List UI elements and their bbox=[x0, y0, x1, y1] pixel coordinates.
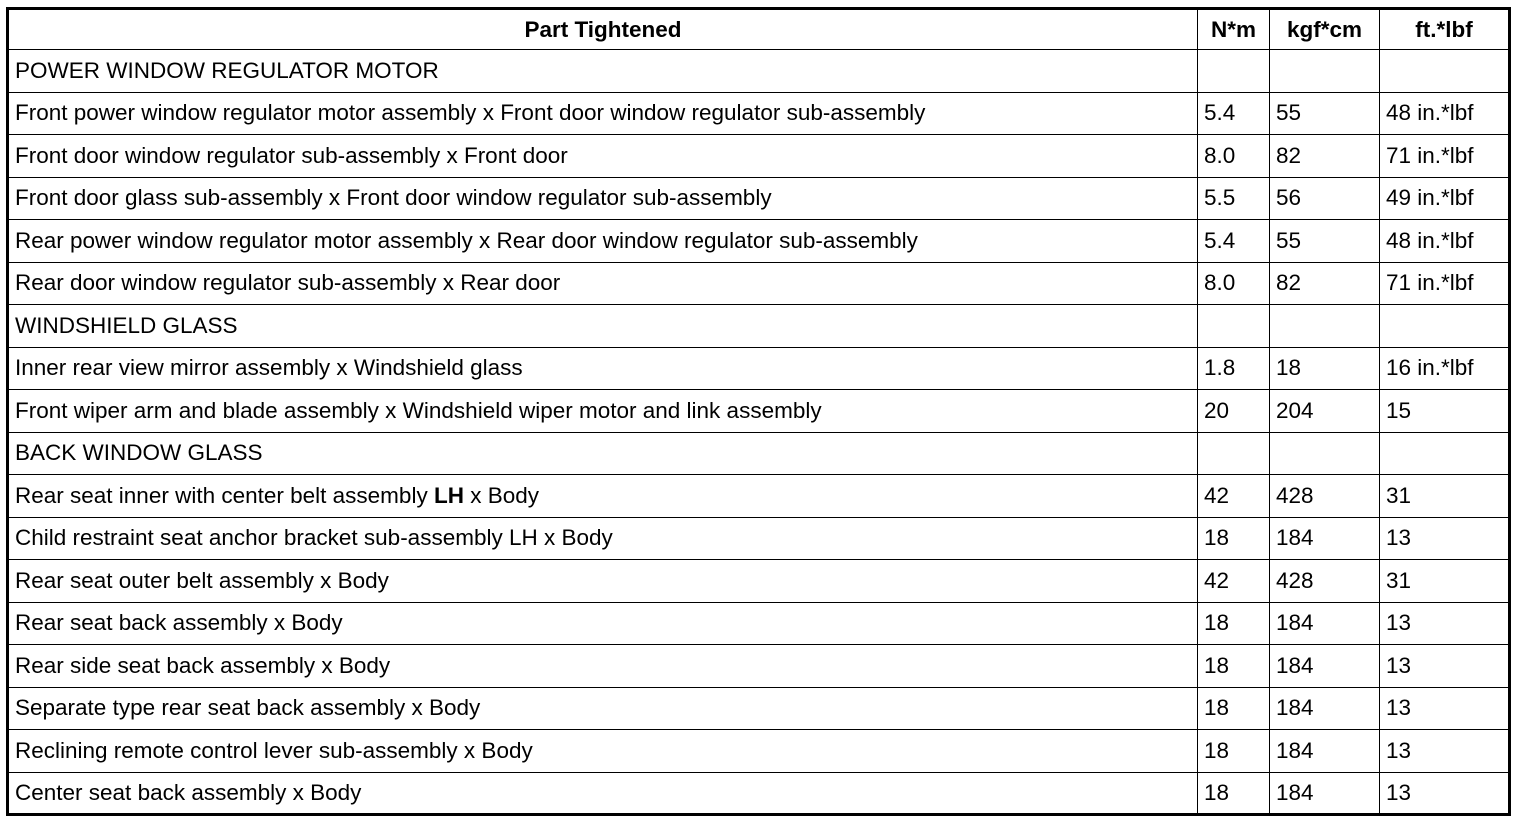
part-cell: BACK WINDOW GLASS bbox=[8, 432, 1198, 475]
kgf-cell: 184 bbox=[1270, 517, 1380, 560]
table-header-row bbox=[8, 9, 1510, 50]
table-row bbox=[8, 475, 1510, 518]
table-row bbox=[8, 347, 1510, 390]
part-text: Rear seat inner with center belt assembly bbox=[15, 482, 434, 508]
part-cell: Separate type rear seat back assembly x Body bbox=[8, 687, 1198, 730]
kgf-cell: 428 bbox=[1270, 475, 1380, 518]
kgf-cell: 428 bbox=[1270, 560, 1380, 603]
ft-cell: 31 bbox=[1380, 475, 1510, 518]
part-cell: Rear power window regulator motor assembly x Rear door window regulator sub-assembly bbox=[8, 220, 1198, 263]
table-row bbox=[8, 687, 1510, 730]
table-row bbox=[8, 730, 1510, 773]
nm-cell: 18 bbox=[1198, 730, 1270, 773]
ft-cell: 13 bbox=[1380, 517, 1510, 560]
ft-cell: 48 in.*lbf bbox=[1380, 92, 1510, 135]
ft-cell: 13 bbox=[1380, 730, 1510, 773]
nm-cell: 8.0 bbox=[1198, 135, 1270, 178]
nm-cell: 5.4 bbox=[1198, 92, 1270, 135]
table-row bbox=[8, 645, 1510, 688]
ft-cell: 31 bbox=[1380, 560, 1510, 603]
part-text-after: x Body bbox=[463, 482, 539, 508]
part-cell: Reclining remote control lever sub-assembly x Body bbox=[8, 730, 1198, 773]
nm-cell bbox=[1198, 50, 1270, 93]
ft-cell: 71 in.*lbf bbox=[1380, 262, 1510, 305]
ft-cell: 16 in.*lbf bbox=[1380, 347, 1510, 390]
part-cell bbox=[8, 475, 1198, 518]
nm-cell: 8.0 bbox=[1198, 262, 1270, 305]
table-row bbox=[8, 390, 1510, 433]
table-row bbox=[8, 262, 1510, 305]
ft-cell: 13 bbox=[1380, 645, 1510, 688]
kgf-cell bbox=[1270, 432, 1380, 475]
table-row bbox=[8, 177, 1510, 220]
nm-cell: 5.4 bbox=[1198, 220, 1270, 263]
part-cell: Inner rear view mirror assembly x Windshield glass bbox=[8, 347, 1198, 390]
nm-cell: 1.8 bbox=[1198, 347, 1270, 390]
table-row bbox=[8, 517, 1510, 560]
ft-cell bbox=[1380, 305, 1510, 348]
column-header-part: Part Tightened bbox=[8, 9, 1198, 50]
ft-cell: 13 bbox=[1380, 772, 1510, 815]
section-row bbox=[8, 432, 1510, 475]
column-header-kgf: kgf*cm bbox=[1270, 9, 1380, 50]
nm-cell: 18 bbox=[1198, 772, 1270, 815]
ft-cell: 13 bbox=[1380, 602, 1510, 645]
part-cell: Front wiper arm and blade assembly x Windshield wiper motor and link assembly bbox=[8, 390, 1198, 433]
part-cell: Rear door window regulator sub-assembly x Rear door bbox=[8, 262, 1198, 305]
kgf-cell: 55 bbox=[1270, 92, 1380, 135]
kgf-cell: 82 bbox=[1270, 135, 1380, 178]
nm-cell: 42 bbox=[1198, 475, 1270, 518]
nm-cell: 18 bbox=[1198, 602, 1270, 645]
part-cell: Rear side seat back assembly x Body bbox=[8, 645, 1198, 688]
ft-cell bbox=[1380, 50, 1510, 93]
kgf-cell: 184 bbox=[1270, 602, 1380, 645]
ft-cell: 13 bbox=[1380, 687, 1510, 730]
part-text-bold: LH bbox=[433, 482, 464, 508]
part-cell: Child restraint seat anchor bracket sub-assembly LH x Body bbox=[8, 517, 1198, 560]
section-row bbox=[8, 305, 1510, 348]
part-cell: Front power window regulator motor assembly x Front door window regulator sub-assembly bbox=[8, 92, 1198, 135]
kgf-cell: 184 bbox=[1270, 687, 1380, 730]
nm-cell: 5.5 bbox=[1198, 177, 1270, 220]
section-row bbox=[8, 50, 1510, 93]
kgf-cell bbox=[1270, 50, 1380, 93]
kgf-cell: 18 bbox=[1270, 347, 1380, 390]
kgf-cell: 204 bbox=[1270, 390, 1380, 433]
table-row bbox=[8, 772, 1510, 815]
nm-cell bbox=[1198, 432, 1270, 475]
kgf-cell: 82 bbox=[1270, 262, 1380, 305]
nm-cell: 18 bbox=[1198, 517, 1270, 560]
ft-cell: 49 in.*lbf bbox=[1380, 177, 1510, 220]
ft-cell bbox=[1380, 432, 1510, 475]
kgf-cell: 184 bbox=[1270, 645, 1380, 688]
ft-cell: 15 bbox=[1380, 390, 1510, 433]
nm-cell bbox=[1198, 305, 1270, 348]
table-row bbox=[8, 560, 1510, 603]
torque-spec-table bbox=[6, 7, 1511, 816]
kgf-cell bbox=[1270, 305, 1380, 348]
column-header-ft: ft.*lbf bbox=[1380, 9, 1510, 50]
nm-cell: 18 bbox=[1198, 687, 1270, 730]
table-row bbox=[8, 220, 1510, 263]
part-cell: WINDSHIELD GLASS bbox=[8, 305, 1198, 348]
ft-cell: 71 in.*lbf bbox=[1380, 135, 1510, 178]
nm-cell: 42 bbox=[1198, 560, 1270, 603]
kgf-cell: 55 bbox=[1270, 220, 1380, 263]
kgf-cell: 184 bbox=[1270, 730, 1380, 773]
part-cell: Rear seat outer belt assembly x Body bbox=[8, 560, 1198, 603]
part-cell: Front door window regulator sub-assembly x Front door bbox=[8, 135, 1198, 178]
nm-cell: 18 bbox=[1198, 645, 1270, 688]
table-row bbox=[8, 135, 1510, 178]
part-cell: POWER WINDOW REGULATOR MOTOR bbox=[8, 50, 1198, 93]
column-header-nm: N*m bbox=[1198, 9, 1270, 50]
table-row bbox=[8, 92, 1510, 135]
part-cell: Rear seat back assembly x Body bbox=[8, 602, 1198, 645]
part-cell: Center seat back assembly x Body bbox=[8, 772, 1198, 815]
table-row bbox=[8, 602, 1510, 645]
kgf-cell: 184 bbox=[1270, 772, 1380, 815]
nm-cell: 20 bbox=[1198, 390, 1270, 433]
ft-cell: 48 in.*lbf bbox=[1380, 220, 1510, 263]
kgf-cell: 56 bbox=[1270, 177, 1380, 220]
part-cell: Front door glass sub-assembly x Front door window regulator sub-assembly bbox=[8, 177, 1198, 220]
